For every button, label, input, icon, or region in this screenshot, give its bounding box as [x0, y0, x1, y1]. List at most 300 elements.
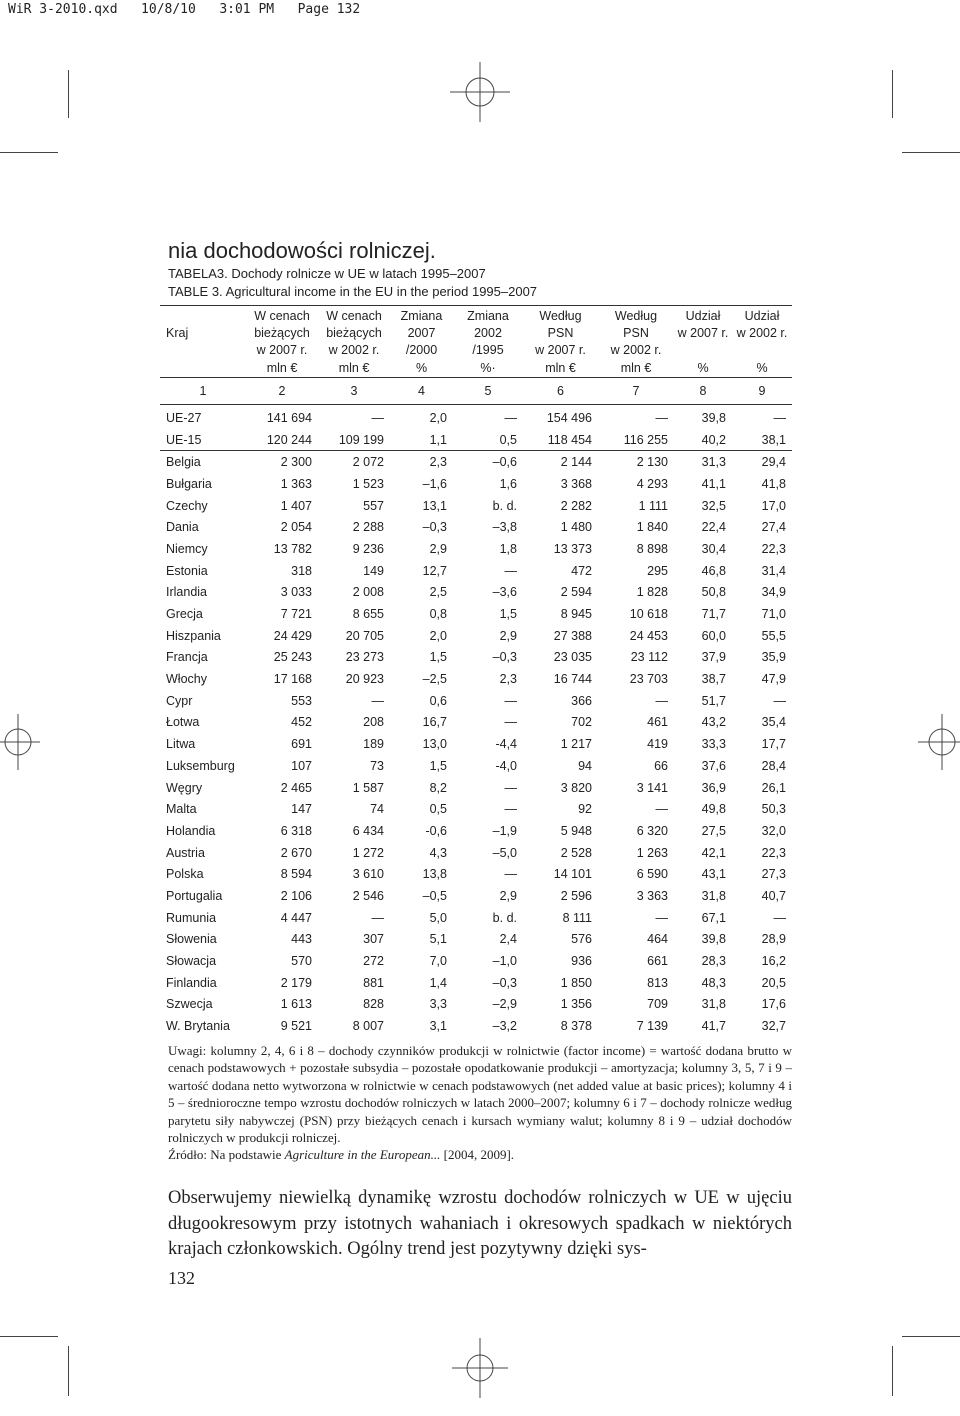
table-row	[160, 603, 792, 625]
value-cell: 107	[291, 758, 312, 773]
value-cell: 2,5	[429, 585, 447, 600]
column-header-5	[453, 305, 523, 359]
value-cell: —	[371, 693, 384, 708]
unit-cell: %	[697, 361, 709, 375]
value-cell: 318	[291, 563, 312, 578]
country-cell: Słowenia	[166, 932, 217, 947]
value-cell: 2,9	[429, 541, 447, 556]
value-cell: b. d.	[492, 498, 517, 513]
value-cell: 7,0	[429, 954, 447, 969]
value-cell: 29,4	[761, 455, 786, 470]
value-cell: 50,8	[701, 585, 726, 600]
value-cell: 3 368	[560, 476, 592, 491]
value-cell: 1 363	[280, 476, 312, 491]
column-header-2	[246, 305, 318, 359]
value-cell: 813	[647, 975, 668, 990]
value-cell: —	[504, 802, 517, 817]
unit-cell: %	[756, 361, 768, 375]
country-cell: Węgry	[166, 780, 203, 795]
table-row	[160, 451, 792, 473]
value-cell: 120 244	[246, 429, 318, 451]
registration-mark-right-icon	[918, 712, 960, 772]
table-row	[160, 972, 792, 994]
table-row	[160, 405, 792, 429]
column-header-line: w 2007 r.	[535, 343, 586, 357]
table-row	[160, 950, 792, 972]
value-cell: 0,5	[429, 802, 447, 817]
value-cell: –0,3	[422, 520, 447, 535]
country-cell: Czechy	[166, 498, 208, 513]
column-header-line: bieżących	[326, 326, 382, 340]
column-header-line: /2000	[405, 343, 438, 357]
value-cell: 2 072	[352, 455, 384, 470]
table-row	[160, 647, 792, 669]
table-body	[160, 405, 792, 1037]
value-cell: 13,0	[422, 737, 447, 752]
value-cell: 17,7	[761, 737, 786, 752]
value-cell: 5,1	[429, 932, 447, 947]
value-cell: 20 705	[345, 628, 384, 643]
value-cell: 3,1	[429, 1019, 447, 1034]
value-cell: 9 521	[280, 1019, 312, 1034]
value-cell: 1 587	[352, 780, 384, 795]
column-header-line: /1995	[472, 343, 504, 357]
country-cell: Holandia	[166, 823, 216, 838]
country-cell: Szwecja	[166, 997, 213, 1012]
value-cell: 3,3	[429, 997, 447, 1012]
value-cell: 3 363	[636, 888, 668, 903]
value-cell: -4,4	[495, 737, 517, 752]
value-cell: 464	[647, 932, 668, 947]
value-cell: 71,7	[701, 607, 726, 622]
table-row	[160, 777, 792, 799]
value-cell: 452	[291, 715, 312, 730]
value-cell: 2 594	[560, 585, 592, 600]
value-cell: 2 288	[352, 520, 384, 535]
value-cell: 702	[571, 715, 592, 730]
value-cell: 576	[571, 932, 592, 947]
country-cell: Belgia	[166, 455, 201, 470]
table-caption-pl: TABELA3. Dochody rolnicze w UE w latach 1995–2007	[168, 266, 486, 281]
country-cell: Grecja	[166, 607, 203, 622]
table-row	[160, 625, 792, 647]
value-cell: 31,3	[701, 455, 726, 470]
value-cell: 16 744	[553, 672, 592, 687]
value-cell: 71,0	[761, 607, 786, 622]
value-cell: 33,3	[701, 737, 726, 752]
value-cell: 1,5	[429, 758, 447, 773]
table-row	[160, 755, 792, 777]
value-cell: 37,6	[701, 758, 726, 773]
column-header-line: PSN	[623, 326, 649, 340]
value-cell: 20,5	[761, 975, 786, 990]
value-cell: 472	[571, 563, 592, 578]
value-cell: 8 898	[636, 541, 668, 556]
value-cell: 2 144	[560, 455, 592, 470]
column-number-cell: 6	[523, 378, 598, 405]
value-cell: 570	[291, 954, 312, 969]
value-cell: 13,8	[422, 867, 447, 882]
value-cell: 50,3	[761, 802, 786, 817]
column-header-line: w 2007 r.	[256, 343, 308, 357]
value-cell: 5,0	[429, 910, 447, 925]
country-cell: Irlandia	[166, 585, 207, 600]
country-cell: W. Brytania	[166, 1019, 230, 1034]
table-row	[160, 842, 792, 864]
value-cell: —	[504, 563, 517, 578]
value-cell: 1 263	[636, 845, 668, 860]
column-header-line	[674, 342, 732, 359]
value-cell: 141 694	[266, 410, 312, 425]
value-cell: –2,9	[492, 997, 517, 1012]
value-cell: 0,6	[429, 693, 447, 708]
country-cell: Bułgaria	[166, 476, 212, 491]
value-cell: 6 318	[280, 823, 312, 838]
value-cell: –3,8	[492, 520, 517, 535]
value-cell: 24 429	[273, 628, 312, 643]
country-cell: Włochy	[166, 672, 207, 687]
column-numbers-row: 1 2 3 4 5 6 7 8 9	[160, 378, 792, 405]
value-cell: -4,0	[495, 758, 517, 773]
value-cell: 4,3	[429, 845, 447, 860]
value-cell: 41,7	[701, 1019, 726, 1034]
value-cell: 2,4	[499, 932, 517, 947]
value-cell: 2,9	[499, 888, 517, 903]
value-cell: 13,1	[422, 498, 447, 513]
value-cell: 26,1	[761, 780, 786, 795]
country-cell: UE-15	[160, 429, 246, 451]
value-cell: 32,7	[761, 1019, 786, 1034]
value-cell: 2,3	[499, 672, 517, 687]
value-cell: 1,4	[429, 975, 447, 990]
value-cell: —	[371, 910, 384, 925]
table-caption-en: TABLE 3. Agricultural income in the EU in the period 1995–2007	[168, 284, 538, 299]
value-cell: —	[504, 410, 517, 425]
column-header-line: w 2002 r.	[736, 326, 788, 340]
column-header-line: W cenach	[326, 309, 382, 323]
value-cell: 2,0	[429, 628, 447, 643]
value-cell: 118 454	[523, 429, 598, 451]
column-header-line: bieżących	[254, 326, 310, 340]
value-cell: 4 293	[636, 476, 668, 491]
value-cell: 189	[363, 737, 384, 752]
value-cell: 208	[363, 715, 384, 730]
value-cell: 553	[291, 693, 312, 708]
value-cell: 154 496	[546, 410, 592, 425]
notes-text: Uwagi: kolumny 2, 4, 6 i 8 – dochody czynników produkcji w rolnictwie (factor income) = wartość dodana brutto w cenach podstawowych + pozostałe subsydia – pozostałe opodatkowanie produkcji – amortyzacja; kolumny 3, 5, 7 i 9 – wartość dodana netto wytworzona w rolnictwie w cenach podstawowych (net added value at basic prices); kolumny 4 i 5 – średnioroczne tempo wzrostu dochodów rolniczych w latach 2000–2007; kolumny 6 i 7 – dochody rolnicze według parytetu siły nabywczej (PSN) przy bieżących cenach i kursach wymiany walut; kolumny 8 i 9 – udział dochodów rolniczych w produkcji rolniczej.	[168, 1043, 792, 1146]
country-cell: UE-27	[166, 410, 202, 425]
value-cell: 1,5	[429, 650, 447, 665]
column-header-9	[732, 305, 792, 359]
value-cell: 9 236	[352, 541, 384, 556]
table-row	[160, 907, 792, 929]
value-cell: –3,2	[492, 1019, 517, 1034]
value-cell: 5 948	[560, 823, 592, 838]
value-cell: 41,1	[701, 476, 726, 491]
value-cell: 73	[370, 758, 384, 773]
source-title: Agriculture in the European...	[284, 1147, 441, 1163]
table-row	[160, 929, 792, 951]
value-cell: 936	[571, 954, 592, 969]
table-row	[160, 712, 792, 734]
column-header-line	[732, 342, 792, 359]
value-cell: 419	[647, 737, 668, 752]
table-row	[160, 863, 792, 885]
value-cell: 20 923	[345, 672, 384, 687]
value-cell: 39,8	[701, 410, 726, 425]
value-cell: 2 054	[280, 520, 312, 535]
value-cell: 2 670	[280, 845, 312, 860]
value-cell: 23 703	[629, 672, 668, 687]
value-cell: 116 255	[598, 429, 674, 451]
value-cell: 14 101	[553, 867, 592, 882]
value-cell: —	[504, 867, 517, 882]
value-cell: –3,6	[492, 585, 517, 600]
value-cell: 295	[647, 563, 668, 578]
value-cell: 557	[363, 498, 384, 513]
value-cell: 66	[654, 758, 668, 773]
value-cell: 27 388	[553, 628, 592, 643]
column-header-8	[674, 305, 732, 359]
unit-cell: %	[415, 361, 428, 375]
column-number-cell: 7	[598, 378, 674, 405]
value-cell: 109 199	[318, 429, 390, 451]
value-cell: 2,3	[429, 455, 447, 470]
table-row	[160, 516, 792, 538]
value-cell: 28,3	[701, 954, 726, 969]
value-cell: 7 721	[280, 607, 312, 622]
column-header-line: Zmiana	[400, 309, 443, 323]
column-header-line: Udział	[744, 309, 780, 323]
value-cell: 1 407	[280, 498, 312, 513]
value-cell: –1,9	[492, 823, 517, 838]
value-cell: 2 179	[280, 975, 312, 990]
value-cell: 28,4	[761, 758, 786, 773]
value-cell: 67,1	[701, 910, 726, 925]
value-cell: 8 007	[352, 1019, 384, 1034]
country-cell: Cypr	[166, 693, 193, 708]
value-cell: 307	[363, 932, 384, 947]
country-cell: Łotwa	[166, 715, 200, 730]
value-cell: 40,2	[674, 429, 732, 451]
value-cell: 10 618	[629, 607, 668, 622]
value-cell: 1 217	[560, 737, 592, 752]
section-heading: nia dochodowości rolniczej.	[168, 238, 436, 263]
value-cell: 35,4	[761, 715, 786, 730]
value-cell: 22,4	[701, 520, 726, 535]
value-cell: 0,5	[453, 429, 523, 451]
value-cell: 2 465	[280, 780, 312, 795]
value-cell: 147	[291, 802, 312, 817]
value-cell: 51,7	[701, 693, 726, 708]
country-cell: Francja	[166, 650, 208, 665]
table-row	[160, 820, 792, 842]
table-row	[160, 690, 792, 712]
value-cell: 17,0	[761, 498, 786, 513]
value-cell: –1,0	[492, 954, 517, 969]
table-row	[160, 668, 792, 690]
value-cell: 30,4	[701, 541, 726, 556]
value-cell: 55,5	[761, 628, 786, 643]
table-row	[160, 798, 792, 820]
value-cell: 94	[578, 758, 592, 773]
value-cell: 828	[363, 997, 384, 1012]
value-cell: 23 112	[630, 650, 668, 665]
table-row	[160, 733, 792, 755]
column-header-line: Według	[614, 309, 658, 323]
file-slug: WiR 3-2010.qxd 10/8/10 3:01 PM Page 132	[8, 2, 361, 17]
table-row	[160, 1015, 792, 1037]
value-cell: 60,0	[701, 628, 726, 643]
value-cell: 24 453	[629, 628, 668, 643]
value-cell: b. d.	[492, 910, 517, 925]
country-cell: Finlandia	[166, 975, 217, 990]
value-cell: 17,6	[761, 997, 786, 1012]
country-cell: Hiszpania	[166, 628, 221, 643]
country-cell: Portugalia	[166, 888, 223, 903]
value-cell: –0,3	[492, 650, 517, 665]
page-number: 132	[168, 1268, 195, 1288]
value-cell: 149	[363, 563, 384, 578]
value-cell: 38,1	[732, 429, 792, 451]
country-column-header: Kraj	[166, 326, 189, 340]
value-cell: 3 141	[636, 780, 668, 795]
value-cell: 6 590	[636, 867, 668, 882]
registration-mark-top-icon	[450, 62, 510, 122]
value-cell: 366	[571, 693, 592, 708]
value-cell: 1,5	[499, 607, 517, 622]
value-cell: 13 782	[273, 541, 312, 556]
value-cell: 43,1	[701, 867, 726, 882]
value-cell: 6 434	[352, 823, 384, 838]
country-cell: Niemcy	[166, 541, 208, 556]
value-cell: 1,1	[390, 429, 453, 451]
value-cell: 49,8	[701, 802, 726, 817]
value-cell: 40,7	[761, 888, 786, 903]
country-cell: Austria	[166, 845, 205, 860]
value-cell: 0,8	[429, 607, 447, 622]
value-cell: —	[655, 410, 668, 425]
table-notes	[168, 1042, 792, 1164]
value-cell: 46,8	[701, 563, 726, 578]
value-cell: 8 945	[560, 607, 592, 622]
column-number-cell: 2	[246, 378, 318, 405]
value-cell: —	[371, 410, 384, 425]
value-cell: 1,8	[499, 541, 517, 556]
country-cell: Słowacja	[166, 954, 217, 969]
value-cell: 22,3	[761, 541, 786, 556]
value-cell: 31,8	[701, 997, 726, 1012]
value-cell: 2 282	[560, 498, 592, 513]
value-cell: 16,7	[422, 715, 447, 730]
column-header-6	[523, 305, 598, 359]
value-cell: 691	[291, 737, 312, 752]
table-row	[160, 495, 792, 517]
value-cell: 23 035	[553, 650, 592, 665]
table-row	[160, 429, 792, 451]
value-cell: 1 828	[636, 585, 668, 600]
value-cell: 39,8	[701, 932, 726, 947]
value-cell: –0,6	[492, 455, 517, 470]
value-cell: —	[504, 693, 517, 708]
value-cell: 12,7	[422, 563, 447, 578]
table-row	[160, 560, 792, 582]
value-cell: —	[655, 910, 668, 925]
table-row	[160, 885, 792, 907]
column-header-line: W cenach	[254, 309, 310, 323]
country-cell: Polska	[166, 867, 204, 882]
unit-cell: mln €	[266, 361, 298, 375]
table-row	[160, 582, 792, 604]
value-cell: –0,3	[492, 975, 517, 990]
value-cell: 2,9	[499, 628, 517, 643]
table-header	[160, 305, 792, 405]
value-cell: -0,6	[425, 823, 447, 838]
unit-cell: mln €	[338, 361, 370, 375]
value-cell: 74	[370, 802, 384, 817]
value-cell: 8 594	[280, 867, 312, 882]
table-row	[160, 994, 792, 1016]
unit-cell: %·	[480, 361, 496, 375]
registration-mark-left-icon	[0, 712, 40, 772]
value-cell: 17 168	[273, 672, 312, 687]
value-cell: 1,6	[499, 476, 517, 491]
value-cell: 272	[363, 954, 384, 969]
value-cell: 3 820	[560, 780, 592, 795]
value-cell: 27,5	[701, 823, 726, 838]
value-cell: 2 130	[636, 455, 668, 470]
value-cell: 2 546	[352, 888, 384, 903]
value-cell: 31,4	[761, 563, 786, 578]
table-row	[160, 538, 792, 560]
value-cell: 6 320	[636, 823, 668, 838]
value-cell: 1 613	[280, 997, 312, 1012]
unit-cell: mln €	[620, 361, 652, 375]
value-cell: 7 139	[636, 1019, 668, 1034]
value-cell: 36,9	[701, 780, 726, 795]
value-cell: 2,0	[429, 410, 447, 425]
country-cell: Dania	[166, 520, 199, 535]
value-cell: 461	[647, 715, 668, 730]
column-number-cell: 3	[318, 378, 390, 405]
value-cell: –2,5	[422, 672, 447, 687]
registration-mark-bottom-icon	[452, 1338, 508, 1398]
column-number-cell: 4	[390, 378, 453, 405]
column-header-line: w 2007 r.	[677, 326, 729, 340]
value-cell: 32,5	[701, 498, 726, 513]
column-header-line: Zmiana	[467, 309, 509, 323]
column-header-line: PSN	[547, 326, 574, 340]
value-cell: 25 243	[273, 650, 312, 665]
value-cell: 881	[363, 975, 384, 990]
table-row	[160, 473, 792, 495]
value-cell: 32,0	[761, 823, 786, 838]
value-cell: 8 111	[562, 910, 592, 925]
column-header-3	[318, 305, 390, 359]
column-header-line: 2007	[407, 326, 436, 340]
value-cell: —	[773, 693, 786, 708]
value-cell: 2 300	[280, 455, 312, 470]
value-cell: —	[504, 780, 517, 795]
value-cell: 1 850	[560, 975, 592, 990]
value-cell: —	[504, 715, 517, 730]
value-cell: 38,7	[701, 672, 726, 687]
value-cell: 1 111	[638, 498, 668, 513]
column-header-4	[390, 305, 453, 359]
country-cell: Luksemburg	[166, 758, 235, 773]
value-cell: —	[773, 410, 786, 425]
value-cell: 709	[647, 997, 668, 1012]
